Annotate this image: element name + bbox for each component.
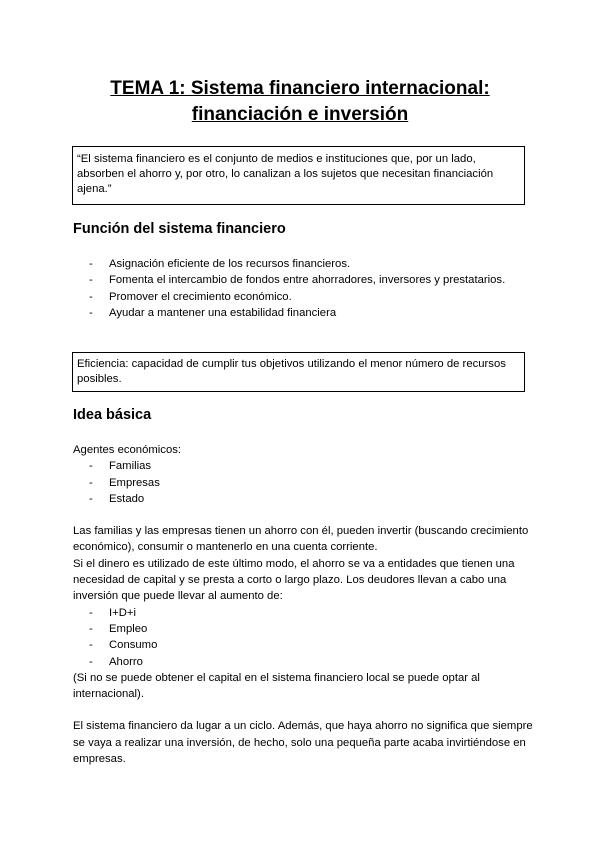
- list-item: - Empleo: [73, 621, 533, 637]
- agentes-list: [73, 458, 533, 507]
- aumento-list: [73, 605, 533, 670]
- list-item: - Empresas: [73, 475, 533, 491]
- definition-quote-box: “El sistema financiero es el conjunto de medios e instituciones que, por un lado, absorben el ahorro y, por otro, lo canalizan a los sujetos que necesitan financiación ajena.”: [72, 146, 525, 205]
- list-item: - Familias: [73, 458, 533, 474]
- list-item: - Estado: [73, 491, 533, 507]
- paragraph-dinero: Si el dinero es utilizado de este último modo, el ahorro se va a entidades que tienen una necesidad de capital y se presta a corto o largo plazo. Los deudores llevan a cabo una inversión que puede llevar al aumento de:: [73, 557, 515, 603]
- title-line-1: TEMA 1: Sistema financiero internacional:: [110, 78, 490, 99]
- agentes-label: Agentes económicos:: [73, 444, 182, 456]
- list-item: - Ahorro: [73, 654, 533, 670]
- funcion-list: [73, 256, 533, 321]
- list-item: - Fomenta el intercambio de fondos entre ahorradores, inversores y prestatarios.: [73, 272, 533, 288]
- list-item: - Promover el crecimiento económico.: [73, 289, 533, 305]
- list-item: - Asignación eficiente de los recursos financieros.: [73, 256, 533, 272]
- idea-body: [73, 442, 533, 767]
- section-heading-idea: Idea básica: [73, 407, 152, 423]
- funcion-list-block: [73, 256, 533, 321]
- paragraph-ahorro: Las familias y las empresas tienen un ahorro con él, pueden invertir (buscando crecimiento económico), consumir o mantenerlo en una cuenta corriente.: [73, 525, 529, 554]
- list-item: - Consumo: [73, 637, 533, 653]
- title-line-2: financiación e inversión: [191, 104, 409, 125]
- page-title: [0, 76, 600, 128]
- paragraph-ciclo: El sistema financiero da lugar a un ciclo. Además, que haya ahorro no significa que siempre se vaya a realizar una inversión, de hecho, solo una pequeña parte acaba invirtiéndose en empresas.: [73, 720, 533, 766]
- paragraph-nota: (Si no se puede obtener el capital en el sistema financiero local se puede optar al internacional).: [73, 671, 480, 701]
- list-item: - I+D+i: [73, 605, 533, 621]
- section-heading-funcion: Función del sistema financiero: [73, 221, 286, 237]
- eficiencia-definition-box: Eficiencia: capacidad de cumplir tus objetivos utilizando el menor número de recursos posibles.: [72, 352, 525, 392]
- list-item: - Ayudar a mantener una estabilidad financiera: [73, 305, 533, 321]
